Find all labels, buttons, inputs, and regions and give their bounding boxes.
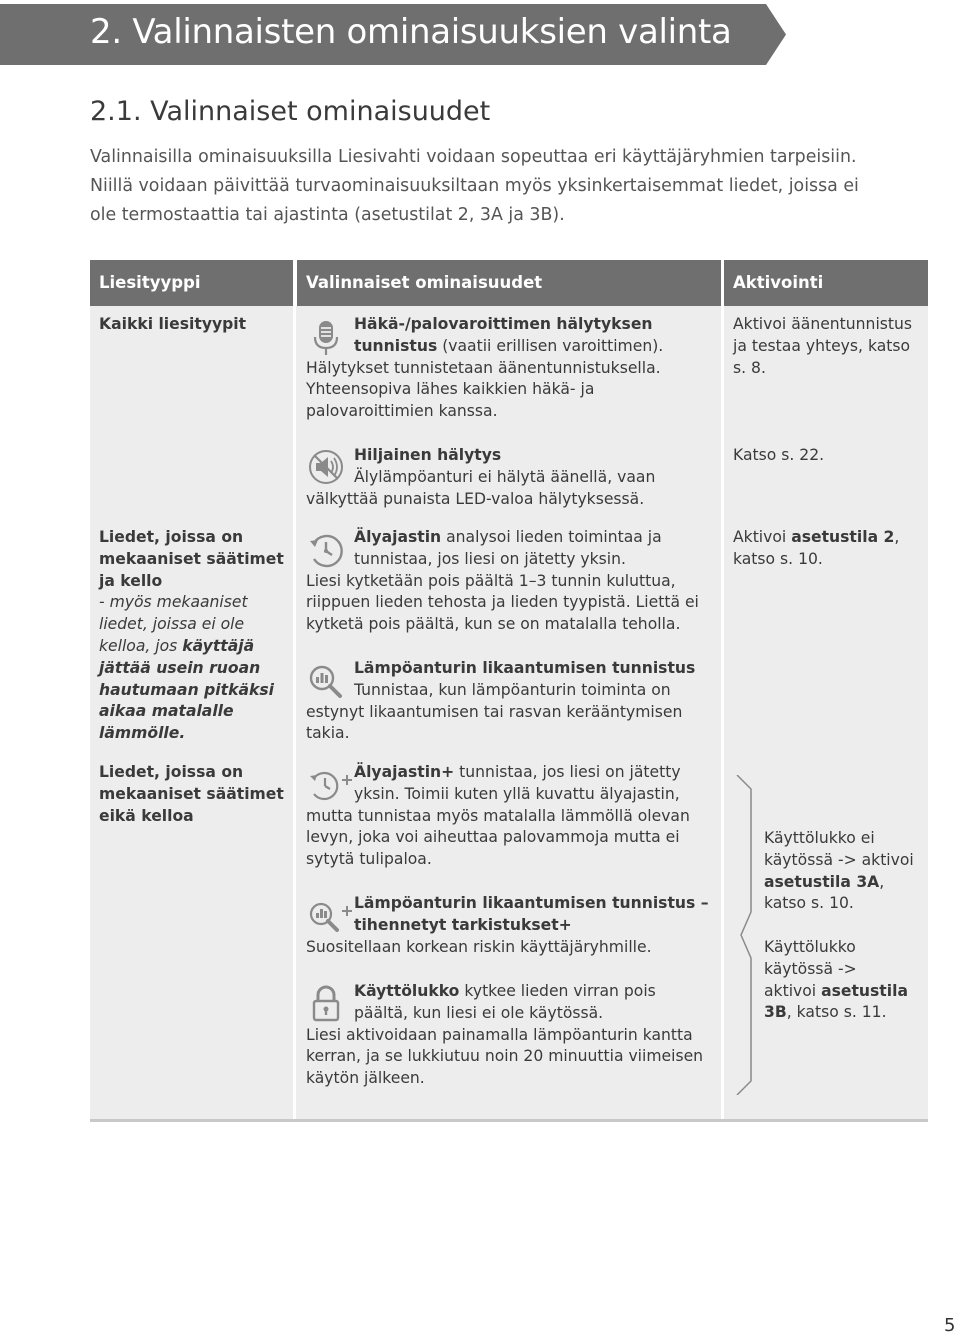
page-number: 5 [944,1315,956,1336]
section-title: 2. Valinnaisten ominaisuuksien valinta [90,12,732,52]
intro-paragraph: Valinnaisilla ominaisuuksilla Liesivahti voidaan sopeuttaa eri käyttäjäryhmien tarpeisiin. Niillä voidaan päivittää turvaominaisuuksiltaan myös yksinkertaisemmat liedet, joissa ei ole termostaattia tai ajastinta (asetustilat 2, 3A ja 3B). [90,147,859,225]
speaker-muted-icon [306,447,346,487]
activation-lock-off: Käyttölukko ei käytössä -> aktivoi asetustila 3A, katso s. 10. [764,829,914,913]
feature-silent-alarm: Hiljainen hälytys Älylämpöanturi ei hälytä äänellä, vaan välkyttää punaista LED-valoa hälytyksessä. [306,446,656,508]
activation-smoke: Aktivoi äänentunnistus ja testaa yhteys, katso s. 8. [733,315,913,377]
stove-type-mechanical-clock: Liedet, joissa on mekaaniset säätimet ja kello - myös mekaaniset liedet, joissa ei ole kelloa, jos käyttäjä jättää usein ruoan hautumaan pitkäksi aikaa matalalle lämmölle. [99,528,284,743]
activation-silent: Katso s. 22. [733,446,825,464]
feature-smoke-alarm-detection: Häkä-/palovaroittimen hälytyksen tunnistus (vaatii erillisen varoittimen). Hälytykset tunnistetaan äänentunnistuksella. Yhteensopiva lähes kaikkien häkä- ja palovaroittimien kanssa. [306,315,664,421]
stove-type-mechanical-no-clock: Liedet, joissa on mekaaniset säätimet eikä kelloa [99,763,284,825]
magnifier-icon [306,662,346,702]
padlock-icon [306,983,346,1023]
activation-lock-on: Käyttölukko käytössä -> aktivoi asetustila 3B, katso s. 11. [764,938,908,1022]
features-table [90,260,928,1122]
activation-smart-timer: Aktivoi asetustila 2, katso s. 10. [733,528,900,568]
subsection-title: 2.1. Valinnaiset ominaisuudet [90,96,491,127]
feature-smart-timer-plus: Älyajastin+ tunnistaa, jos liesi on jätetty yksin. Toimii kuten yllä kuvattu älyajastin, mutta tunnistaa myös matalalla lämmöllä olevan levyn, joka voi aiheuttaa palovammoja mutta ei sytytä tulipaloa. [306,763,690,869]
clock-icon [306,531,346,571]
magnifier-plus-icon [306,897,354,937]
table-bottom-rule [90,1119,928,1122]
feature-sensor-soiling-detection: Lämpöanturin likaantumisen tunnistus Tunnistaa, kun lämpöanturin toiminta on estynyt likaantumisen tai rasvan kerääntymisen takia. [306,659,696,743]
stove-type-all: Kaikki liesityypit [99,315,247,333]
feature-smart-timer: Älyajastin analysoi lieden toimintaa ja tunnistaa, jos liesi on jätetty yksin. Liesi kytketään pois päältä 1–3 tunnin kuluttua, riippuen lieden tehosta ja lieden tyypistä. Liettä ei kytketä pois päältä, kun se on matalalla teholla. [306,528,699,634]
clock-plus-icon [306,766,354,806]
feature-operating-lock: Käyttölukko kytkee lieden virran pois päältä, kun liesi ei ole käytössä. Liesi aktivoidaan painamalla lämpöanturin kantta kerran, ja se lukkiutuu noin 20 minuuttia viimeisen käytön jälkeen. [306,982,704,1088]
header-optional-features: Valinnaiset ominaisuudet [297,260,721,306]
microphone-icon [306,318,346,358]
feature-soiling-detection-intensified: Lämpöanturin likaantumisen tunnistus – tihennetyt tarkistukset+ Suositellaan korkean riskin käyttäjäryhmille. [306,894,709,956]
bracket-icon [735,775,759,1095]
header-activation: Aktivointi [724,260,928,306]
header-stove-type: Liesityyppi [90,260,293,306]
